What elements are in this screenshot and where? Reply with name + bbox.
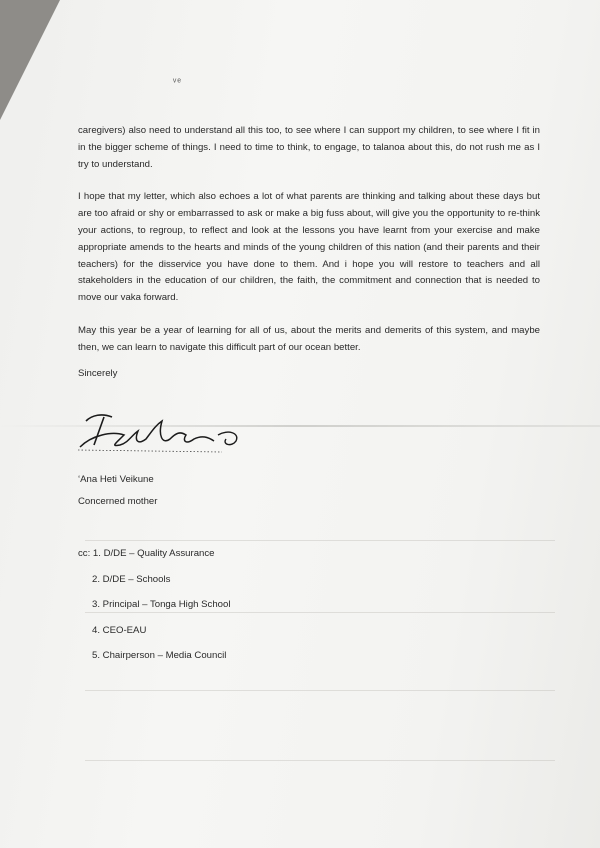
page-mark: ᵛᵉ — [173, 77, 182, 88]
handwritten-signature — [72, 405, 252, 457]
bleed-through-line — [85, 690, 555, 691]
bleed-through-line — [85, 760, 555, 761]
paragraph: I hope that my letter, which also echoes a lot of what parents are thinking and talking about these days but are too afraid or shy or embarrassed to ask or make a big fuss about, will give you the opportunity to re-think your actions, to regroup, to reflect and look at the lessons you have learnt from your exercise and make appropriate amends to the hearts and minds of the young children of this nation (and their parents and their teachers) for the disservice you have done to them. And i hope you will restore to teachers and all stakeholders in the education of our children, the faith, the commitment and connection that is needed to move our vaka forward. — [78, 191, 540, 304]
cc-list — [78, 548, 231, 676]
cc-item: 3. Principal – Tonga High School — [92, 599, 231, 611]
scan-shadow — [0, 0, 60, 120]
signer-role: Concerned mother — [78, 496, 158, 507]
letter-body — [78, 123, 540, 373]
cc-item: 5. Chairperson – Media Council — [92, 650, 227, 662]
signer-name: ‘Ana Heti Veikune — [78, 474, 154, 485]
paragraph: caregivers) also need to understand all this too, to see where I can support my children, to see where I fit in in the bigger scheme of things. I need to time to think, to engage, to talanoa about this, do not rush me as I try to understand. — [78, 125, 540, 170]
cc-item: 2. D/DE – Schools — [92, 573, 171, 585]
paragraph: May this year be a year of learning for all of us, about the merits and demerits of this system, and maybe then, we can learn to navigate this difficult part of our ocean better. — [78, 324, 540, 353]
bleed-through-line — [85, 540, 555, 541]
cc-item: 4. CEO-EAU — [92, 624, 147, 636]
closing: Sincerely — [78, 368, 118, 379]
cc-item: cc: 1. D/DE – Quality Assurance — [78, 548, 215, 559]
